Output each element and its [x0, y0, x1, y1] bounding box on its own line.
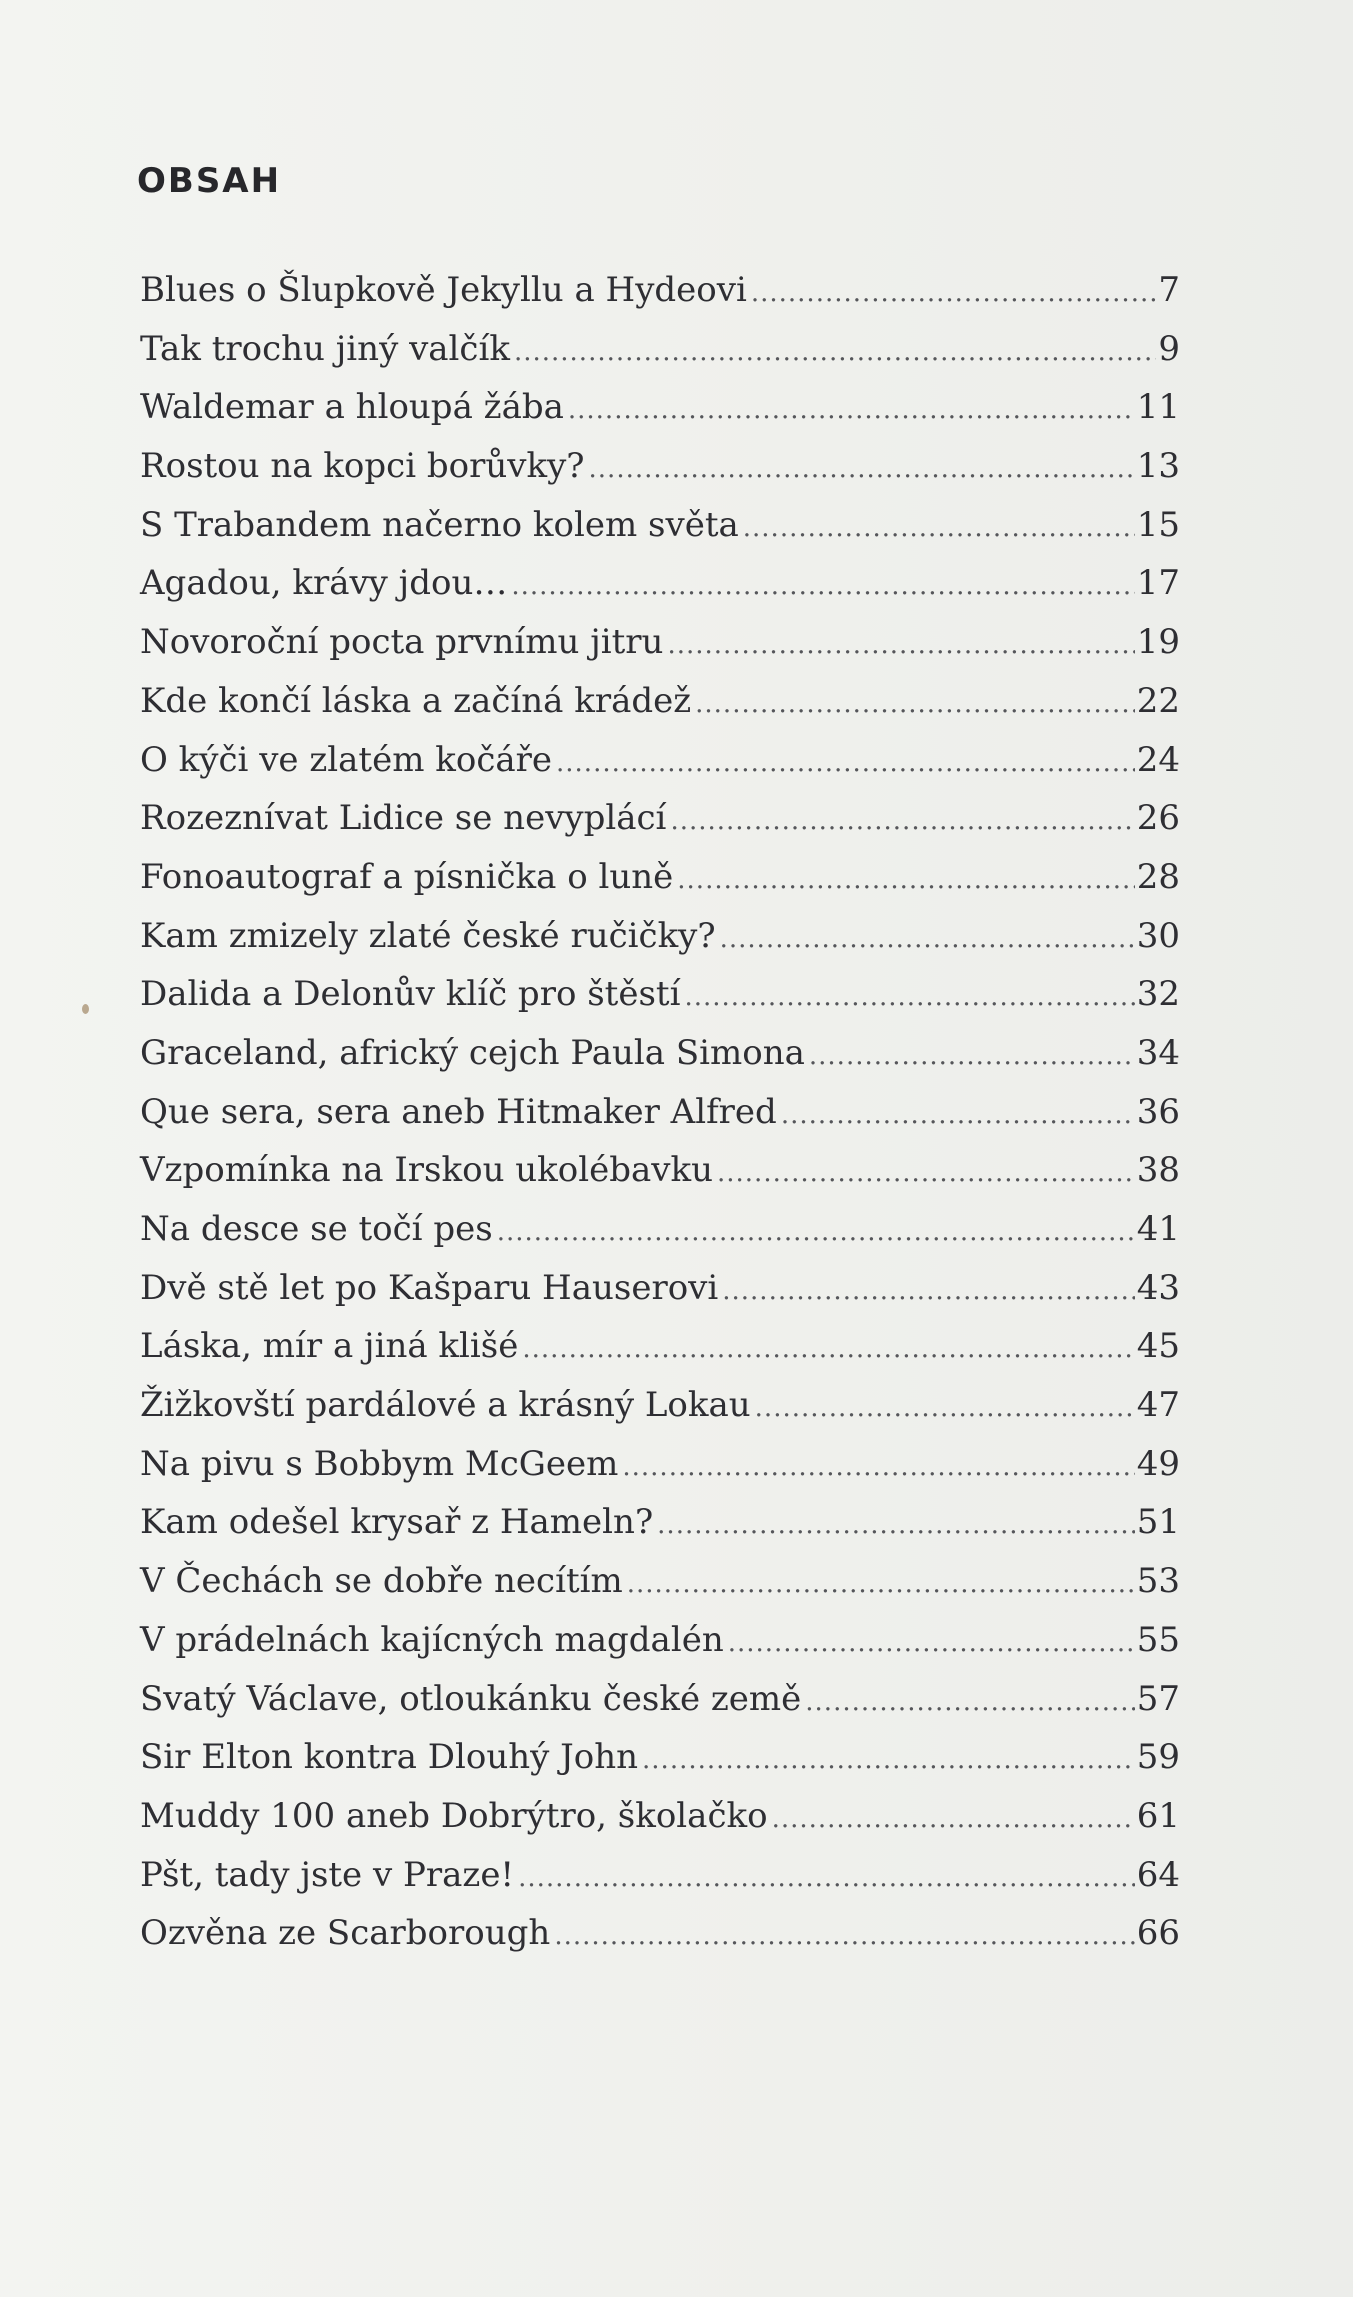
toc-entry-page-number: 15 — [1136, 504, 1180, 545]
dot-leader — [751, 278, 1157, 308]
toc-entry-page-number: 47 — [1136, 1385, 1180, 1426]
toc-entry-page-number: 64 — [1136, 1854, 1180, 1895]
toc-entry — [140, 1385, 1180, 1444]
toc-entry-title: Kam zmizely zlaté české ručičky? — [140, 915, 716, 956]
toc-entry-page-number: 32 — [1136, 974, 1180, 1015]
toc-entry — [140, 1855, 1180, 1914]
dot-leader — [497, 1217, 1135, 1247]
toc-entry-title: Dvě stě let po Kašparu Hauserovi — [140, 1267, 719, 1308]
table-of-contents — [140, 270, 1180, 1972]
dot-leader — [622, 1452, 1134, 1482]
toc-entry — [140, 1209, 1180, 1268]
toc-entry-title: Novoroční pocta prvnímu jitru — [140, 622, 664, 663]
toc-entry-page-number: 34 — [1136, 1032, 1180, 1073]
toc-entry-title: Tak trochu jiný valčík — [140, 328, 510, 369]
toc-entry-page-number: 11 — [1136, 387, 1180, 428]
dot-leader — [627, 1569, 1135, 1599]
dot-leader — [670, 806, 1134, 836]
toc-entry — [140, 1444, 1180, 1503]
dot-leader — [518, 1863, 1135, 1893]
toc-entry-page-number: 17 — [1136, 563, 1180, 604]
dot-leader — [589, 454, 1135, 484]
toc-entry — [140, 1561, 1180, 1620]
toc-entry-title: Na pivu s Bobbym McGeem — [140, 1443, 619, 1484]
toc-entry — [140, 270, 1180, 329]
toc-entry — [140, 446, 1180, 505]
toc-entry-page-number: 49 — [1136, 1443, 1180, 1484]
toc-entry — [140, 974, 1180, 1033]
toc-entry-title: V Čechách se dobře necítím — [140, 1561, 623, 1602]
dot-leader — [554, 1921, 1134, 1951]
toc-entry-title: Kam odešel krysař z Hameln? — [140, 1502, 654, 1543]
toc-entry-page-number: 41 — [1136, 1209, 1180, 1249]
toc-entry-page-number: 19 — [1136, 622, 1180, 663]
toc-entry-page-number: 59 — [1136, 1737, 1180, 1778]
toc-entry-title: V prádelnách kajícných magdalén — [140, 1619, 724, 1660]
toc-entry-page-number: 57 — [1136, 1678, 1180, 1719]
toc-entry — [140, 1796, 1180, 1855]
toc-entry-page-number: 61 — [1136, 1795, 1180, 1836]
toc-entry-page-number: 36 — [1136, 1091, 1180, 1132]
toc-entry — [140, 505, 1180, 564]
toc-entry-title: Que sera, sera aneb Hitmaker Alfred — [140, 1091, 777, 1132]
dot-leader — [781, 1100, 1135, 1130]
toc-entry-title: Dalida a Delonův klíč pro štěstí — [140, 974, 681, 1015]
toc-entry-title: Kde končí láska a začíná krádež — [140, 680, 692, 721]
toc-entry — [140, 387, 1180, 446]
toc-entry — [140, 1150, 1180, 1209]
toc-entry-title: Láska, mír a jiná klišé — [140, 1326, 519, 1367]
toc-entry-page-number: 28 — [1136, 856, 1180, 897]
dot-leader — [657, 1510, 1135, 1540]
toc-entry-title: Pšt, tady jste v Praze! — [140, 1854, 515, 1895]
toc-entry — [140, 563, 1180, 622]
toc-entry — [140, 1326, 1180, 1385]
toc-entry — [140, 1502, 1180, 1561]
toc-entry — [140, 857, 1180, 916]
toc-entry-page-number: 30 — [1136, 915, 1180, 956]
dot-leader — [809, 1041, 1135, 1071]
ink-speck — [82, 1004, 89, 1014]
toc-entry-title: Na desce se točí pes — [140, 1209, 493, 1249]
dot-leader — [677, 865, 1134, 895]
contents-heading: OBSAH — [137, 161, 282, 201]
toc-entry-title: Waldemar a hloupá žába — [140, 387, 564, 428]
dot-leader — [522, 1334, 1134, 1364]
toc-entry-title: Svatý Václave, otloukánku české země — [140, 1678, 802, 1719]
toc-entry-title: O kýči ve zlatém kočáře — [140, 739, 553, 780]
toc-entry-title: Ozvěna ze Scarborough — [140, 1913, 551, 1954]
toc-entry-page-number: 7 — [1158, 270, 1180, 310]
toc-entry-title: Fonoautograf a písnička o luně — [140, 856, 674, 897]
toc-entry-page-number: 24 — [1136, 739, 1180, 780]
dot-leader — [684, 982, 1134, 1012]
toc-entry — [140, 681, 1180, 740]
dot-leader — [514, 337, 1156, 367]
dot-leader — [772, 1804, 1135, 1834]
toc-entry-page-number: 43 — [1136, 1267, 1180, 1308]
dot-leader — [556, 748, 1135, 778]
toc-entry-title: Rozeznívat Lidice se nevyplácí — [140, 798, 667, 839]
toc-entry — [140, 1737, 1180, 1796]
dot-leader — [511, 571, 1134, 601]
toc-entry-page-number: 53 — [1136, 1561, 1180, 1602]
toc-entry-title: Graceland, africký cejch Paula Simona — [140, 1032, 805, 1073]
toc-entry — [140, 1679, 1180, 1738]
toc-entry-page-number: 22 — [1136, 680, 1180, 721]
toc-entry-title: S Trabandem načerno kolem světa — [140, 504, 739, 545]
toc-entry — [140, 740, 1180, 799]
toc-entry — [140, 1913, 1180, 1972]
toc-entry-title: Muddy 100 aneb Dobrýtro, školačko — [140, 1795, 768, 1836]
toc-entry-page-number: 55 — [1136, 1619, 1180, 1660]
dot-leader — [805, 1687, 1134, 1717]
dot-leader — [568, 395, 1135, 425]
dot-leader — [720, 924, 1135, 954]
toc-entry-page-number: 51 — [1136, 1502, 1180, 1543]
toc-entry-page-number: 9 — [1158, 328, 1180, 369]
toc-entry — [140, 1092, 1180, 1151]
toc-entry-title: Agadou, krávy jdou… — [140, 563, 508, 604]
toc-entry — [140, 916, 1180, 975]
toc-entry-page-number: 45 — [1136, 1326, 1180, 1367]
toc-entry — [140, 1033, 1180, 1092]
toc-entry-page-number: 66 — [1136, 1913, 1180, 1954]
dot-leader — [722, 1276, 1134, 1306]
toc-entry-title: Blues o Šlupkově Jekyllu a Hydeovi — [140, 270, 747, 310]
toc-entry-page-number: 38 — [1136, 1150, 1180, 1191]
dot-leader — [642, 1745, 1135, 1775]
toc-entry-title: Rostou na kopci borůvky? — [140, 446, 585, 487]
toc-entry-title: Sir Elton kontra Dlouhý John — [140, 1737, 639, 1778]
dot-leader — [743, 513, 1135, 543]
toc-entry — [140, 798, 1180, 857]
dot-leader — [667, 630, 1134, 660]
toc-entry — [140, 1620, 1180, 1679]
toc-entry-page-number: 26 — [1136, 798, 1180, 839]
toc-entry-page-number: 13 — [1136, 446, 1180, 487]
dot-leader — [755, 1393, 1135, 1423]
toc-entry-title: Žižkovští pardálové a krásný Lokau — [140, 1385, 751, 1426]
dot-leader — [695, 689, 1135, 719]
toc-entry — [140, 329, 1180, 388]
dot-leader — [717, 1158, 1135, 1188]
toc-entry — [140, 622, 1180, 681]
toc-entry — [140, 1268, 1180, 1327]
toc-entry-title: Vzpomínka na Irskou ukolébavku — [140, 1150, 713, 1191]
dot-leader — [728, 1628, 1135, 1658]
